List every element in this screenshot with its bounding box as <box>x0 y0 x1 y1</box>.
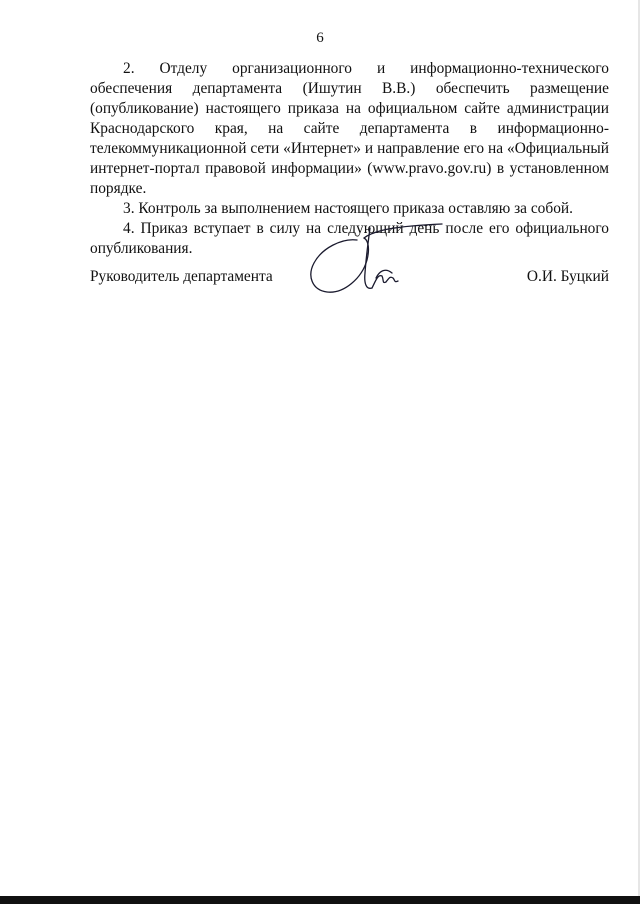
scan-border-bottom <box>0 896 640 904</box>
paragraph-4: 4. Приказ вступает в силу на следующий день после его официального опубликования. <box>90 220 609 257</box>
handwritten-signature <box>302 218 452 298</box>
paragraph-2: 2. Отделу организационного и информационно-технического обеспечения департамента (Ишутин В.В.) обеспечить размещение (опубликование) настоящего приказа на официальном сайте администрации Краснодарского края, на сайте департамента в информационно-телекоммуникационной сети «Интернет» и направление его на «Официальный интернет-портал правовой информации» (www.pravo.gov.ru) в установленном порядке. <box>90 60 609 197</box>
signatory-name: О.И. Буцкий <box>526 268 609 285</box>
signatory-title: Руководитель департамента <box>90 268 273 285</box>
page-number: 6 <box>316 30 324 46</box>
paragraph-3: 3. Контроль за выполнением настоящего приказа оставляю за собой. <box>123 200 573 217</box>
